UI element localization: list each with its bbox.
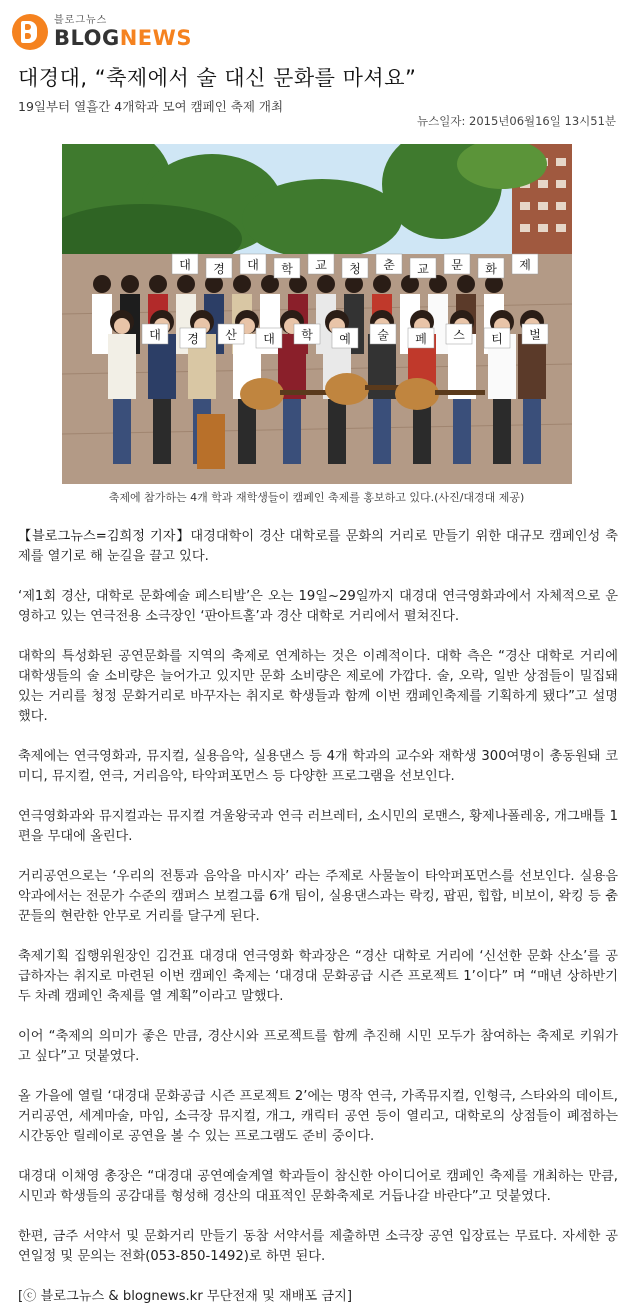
paragraph-7: 축제기획 집행위원장인 김건표 대경대 연극영화 학과장은 “경산 대학로 거리에 ‘신선한 문화 산소’를 공급하자는 취지로 마련된 이번 캠페인 축제는 ‘대경대 문화공급 시즌 프로젝트 1’이다” 며 “매년 상하반기 두 차례 캠페인 축제를 열 계획”이라고 말했다. — [18, 949, 618, 1004]
sign-card — [446, 324, 472, 344]
sign-card — [256, 328, 282, 348]
sign-card — [294, 324, 320, 344]
svg-text:경: 경 — [187, 332, 199, 346]
logo-wordmark — [54, 25, 192, 50]
svg-text:문: 문 — [451, 258, 463, 272]
paragraph-2: ‘제1회 경산, 대학로 문화예술 페스티발’은 오는 19일~29일까지 대경대 연극영화과에서 자체적으로 운영하고 있는 연극전용 소극장인 ‘판아트홀’과 경산 대학로 거리에서 펼쳐진다. — [18, 589, 618, 624]
sign-card — [218, 324, 244, 344]
article-body — [18, 527, 618, 1307]
svg-text:술: 술 — [377, 328, 389, 342]
paragraph-8: 이어 “축제의 의미가 좋은 만큼, 경산시와 프로젝트를 함께 추진해 시민 모두가 참여하는 축제로 키워가고 싶다”고 덧붙였다. — [18, 1029, 618, 1064]
sign-card — [370, 324, 396, 344]
sign-card — [172, 254, 198, 274]
article-photo — [62, 144, 572, 484]
sign-card — [308, 254, 334, 274]
sign-card — [408, 328, 434, 348]
sign-card — [376, 254, 402, 274]
svg-text:제: 제 — [519, 258, 531, 272]
svg-text:교: 교 — [315, 258, 327, 272]
svg-text:대: 대 — [263, 332, 275, 346]
sign-card — [522, 324, 548, 344]
photo-caption: 축제에 참가하는 4개 학과 재학생들이 캠페인 축제를 홍보하고 있다.(사진/대경대 제공) — [108, 491, 525, 504]
sign-card — [142, 324, 168, 344]
svg-text:화: 화 — [485, 262, 497, 276]
sign-card — [478, 258, 504, 278]
copyright-notice: [ⓒ 블로그뉴스 & blognews.kr 무단전재 및 재배포 금지] — [18, 1289, 353, 1304]
svg-text:경: 경 — [213, 262, 225, 276]
svg-text:학: 학 — [301, 328, 313, 342]
svg-text:예: 예 — [339, 332, 351, 346]
article-headline: 대경대, “축제에서 술 대신 문화를 마셔요” — [18, 66, 417, 90]
sign-card — [512, 254, 538, 274]
article-subheadline: 19일부터 열흘간 4개학과 모여 캠페인 축제 개최 — [18, 99, 284, 114]
logo-text — [54, 16, 192, 49]
svg-text:학: 학 — [281, 262, 293, 276]
logo-word-blog: BLOG — [54, 25, 120, 50]
paragraph-4: 축제에는 연극영화과, 뮤지컬, 실용음악, 실용댄스 등 4개 학과의 교수와 재학생 300여명이 총동원돼 코미디, 뮤지컬, 연극, 거리음악, 타악퍼포먼스 등 다양한 프로그램을 선보인다. — [18, 749, 618, 784]
sign-card — [180, 328, 206, 348]
sign-card — [342, 258, 368, 278]
logo-word-news: NEWS — [119, 25, 192, 50]
svg-text:스: 스 — [453, 328, 465, 342]
paragraph-11: 한편, 금주 서약서 및 문화거리 만들기 동참 서약서를 제출하면 소극장 공연 입장료는 무료다. 자세한 공연일정 및 문의는 전화(053-850-1492)로 하면 된다. — [18, 1229, 618, 1264]
sign-card — [240, 254, 266, 274]
svg-text:벌: 벌 — [529, 328, 541, 342]
sign-card — [206, 258, 232, 278]
svg-text:춘: 춘 — [383, 258, 395, 272]
byline: 【블로그뉴스=김희정 기자】 — [18, 529, 191, 544]
svg-text:페: 페 — [415, 332, 427, 346]
site-logo[interactable] — [12, 12, 192, 52]
drum-icon — [197, 414, 225, 469]
paragraph-3: 대학의 특성화된 공연문화를 지역의 축제로 연계하는 것은 이례적이다. 대학 측은 “경산 대학로 거리에 대학생들의 술 소비량은 늘어가고 있지만 문화 소비량은 제로에 가깝다. 술, 오락, 일반 상점들이 밀집돼 있는 거리를 청정 문화거리로 바꾸자는 취지로 학생들과 함께 이번 캠페인축제를 기획하게 됐다”고 설명했다. — [18, 649, 618, 724]
paragraph-6: 거리공연으로는 ‘우리의 전통과 음악을 마시자’ 라는 주제로 사물놀이 타악퍼포먼스를 선보인다. 실용음악과에서는 전문가 수준의 캠퍼스 보컬그룹 6개 팀이, 실용댄스과는 락킹, 팝핀, 힙합, 비보이, 왁킹 등 춤꾼들의 현란한 안무로 거리를 달구게 된다. — [18, 869, 618, 924]
svg-text:교: 교 — [417, 262, 429, 276]
sign-card — [410, 258, 436, 278]
article-dateline: 뉴스일자: 2015년06월16일 13시51분 — [417, 114, 616, 128]
svg-text:산: 산 — [225, 328, 237, 342]
sign-card — [274, 258, 300, 278]
paragraph-9: 올 가을에 열릴 ‘대경대 문화공급 시즌 프로젝트 2’에는 명작 연극, 가족뮤지컬, 인형극, 스타와의 데이트, 거리공연, 세계마술, 마임, 소극장 뮤지컬, 개그, 캐릭터 공연 등이 열리고, 대학로의 상점들이 폐점하는 시간동안 릴레이로 공연을 볼 수 있는 프로그램도 준비 중이다. — [18, 1089, 618, 1144]
svg-text:대: 대 — [247, 258, 259, 272]
sign-card — [332, 328, 358, 348]
paragraph-10: 대경대 이채영 총장은 “대경대 공연예술계열 학과들이 참신한 아이디어로 캠페인 축제를 개최하는 만큼, 시민과 학생들의 공감대를 형성해 경산의 대표적인 문화축제로 거듭나갈 바란다”고 덧붙였다. — [18, 1169, 618, 1204]
paragraph-5: 연극영화과와 뮤지컬과는 뮤지컬 겨울왕국과 연극 러브레터, 소시민의 로맨스, 황제나폴레옹, 개그배틀 1편을 무대에 올린다. — [18, 809, 618, 844]
svg-text:티: 티 — [491, 332, 503, 346]
svg-text:청: 청 — [349, 262, 361, 276]
logo-subtitle: 블로그뉴스 — [54, 14, 108, 26]
blognews-logo-icon — [12, 14, 48, 50]
sign-card — [444, 254, 470, 274]
campaign-photo-illustration — [62, 144, 572, 484]
paragraph-1-text: 대경대학이 경산 대학로를 문화의 거리로 만들기 위한 대규모 캠페인성 축제를 열기로 해 눈길을 끌고 있다. — [18, 529, 618, 564]
svg-text:대: 대 — [149, 328, 161, 342]
sign-card — [484, 328, 510, 348]
svg-text:대: 대 — [179, 258, 191, 272]
paragraph-1 — [18, 527, 618, 567]
